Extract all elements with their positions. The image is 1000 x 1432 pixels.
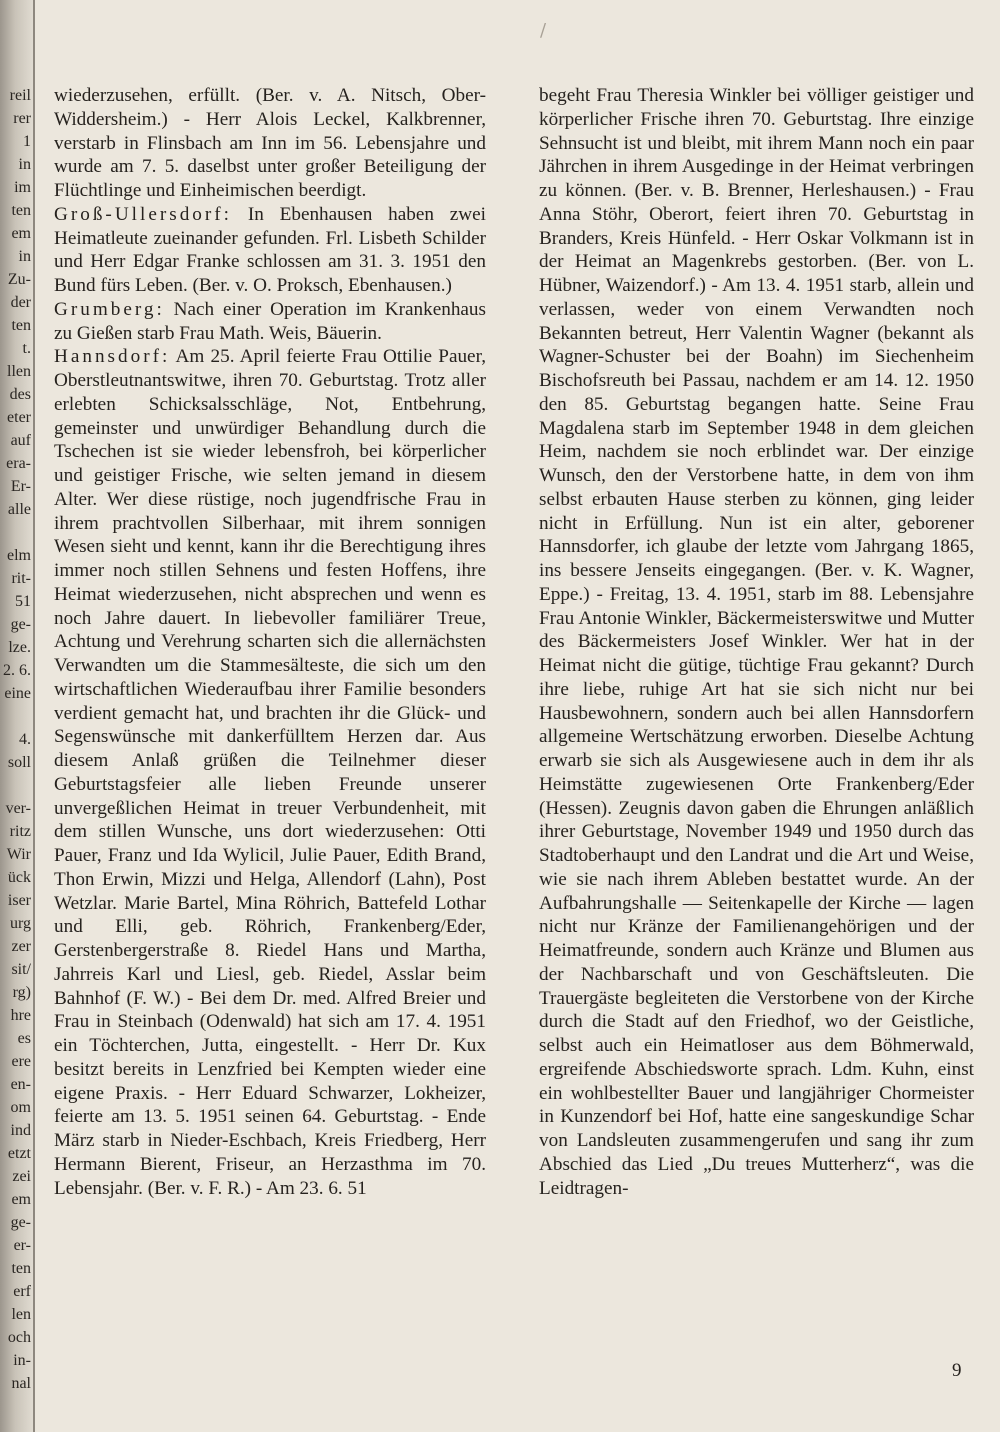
- margin-fragment: 51: [15, 593, 31, 610]
- margin-fragment: em: [11, 1191, 31, 1208]
- margin-fragment: rer: [13, 110, 31, 127]
- margin-fragment: ück: [7, 869, 31, 886]
- margin-fragment: ge-: [10, 616, 31, 633]
- margin-fragment: etzt: [7, 1145, 31, 1162]
- margin-fragment: soll: [7, 754, 31, 771]
- margin-fragment: elm: [7, 547, 31, 564]
- margin-fragment: im: [14, 179, 31, 196]
- margin-fragment: alle: [7, 501, 31, 518]
- margin-fragment: 2. 6.: [3, 662, 31, 679]
- paragraph: [54, 203, 486, 298]
- margin-fragment: 4.: [19, 731, 31, 748]
- margin-fragment: om: [10, 1099, 31, 1116]
- margin-fragment: em: [11, 225, 31, 242]
- margin-fragment: len: [11, 1306, 31, 1323]
- place-heading: Hannsdorf:: [54, 346, 171, 368]
- paragraph: wiederzusehen, erfüllt. (Ber. v. A. Nitsch, Ober-Widdersheim.) - Herr Alois Leckel, Kalkbrenner, verstarb in Flinsbach am Inn im 56. Lebensjahre und wurde am 7. 5. daselbst unter großer Beteiligung der Flüchtlinge und Einheimischen beerdigt.: [54, 85, 486, 201]
- margin-fragment: era-: [6, 455, 31, 472]
- margin-fragment: Er-: [10, 478, 31, 495]
- margin-fragment: in-: [13, 1352, 31, 1369]
- margin-fragment: zei: [12, 1168, 31, 1185]
- margin-fragment: es: [17, 1030, 31, 1047]
- margin-fragment: reil: [9, 87, 31, 104]
- margin-fragment: rg): [12, 984, 31, 1001]
- stray-mark: /: [540, 20, 547, 41]
- margin-fragment: 1: [23, 133, 31, 150]
- margin-fragment: des: [9, 386, 31, 403]
- margin-fragment: in: [18, 248, 31, 265]
- right-column: [539, 84, 974, 1200]
- margin-fragment: hre: [10, 1007, 31, 1024]
- margin-fragment: zer: [11, 938, 31, 955]
- margin-fragment: och: [7, 1329, 31, 1346]
- paragraph-text: Nach einer Operation im Krankenhaus zu Gießen starb Frau Math. Weis, Bäuerin.: [54, 298, 486, 344]
- margin-fragment: erf: [13, 1283, 31, 1300]
- margin-fragment: en-: [10, 1076, 31, 1093]
- page-number: 9: [952, 1360, 962, 1381]
- margin-fragment: iser: [7, 892, 31, 909]
- paragraph-text: In Ebenhausen haben zwei Heimatleute zueinander gefunden. Frl. Lisbeth Schilder und Herr Edgar Franke schlossen am 31. 3. 1951 den Bund fürs Leben. (Ber. v. O. Proksch, Ebenhausen.): [54, 203, 486, 296]
- margin-fragment: llen: [7, 363, 31, 380]
- margin-fragment: t.: [22, 340, 31, 357]
- margin-fragment: ritz: [9, 823, 31, 840]
- margin-fragment: in: [18, 156, 31, 173]
- margin-fragment: auf: [10, 432, 31, 449]
- margin-fragment: ge-: [10, 1214, 31, 1231]
- margin-fragment: Wir: [6, 846, 31, 863]
- margin-fragment: [0, 774, 33, 797]
- margin-fragment: [0, 521, 33, 544]
- margin-fragment: rit-: [11, 570, 31, 587]
- margin-fragment: der: [10, 294, 31, 311]
- gutter-line: [33, 0, 35, 1432]
- left-column: [54, 84, 486, 1200]
- previous-page-margin-strip: [0, 84, 33, 1392]
- margin-fragment: Zu-: [7, 271, 31, 288]
- margin-fragment: ere: [11, 1053, 31, 1070]
- margin-fragment: ten: [11, 317, 31, 334]
- margin-fragment: urg: [9, 915, 31, 932]
- margin-fragment: er-: [13, 1237, 31, 1254]
- margin-fragment: eter: [7, 409, 31, 426]
- margin-fragment: ten: [11, 202, 31, 219]
- place-heading: Groß-Ullersdorf:: [54, 203, 233, 225]
- margin-fragment: ind: [10, 1122, 31, 1139]
- paragraph-text: Am 25. April feierte Frau Ottilie Pauer, Oberstleutnantswitwe, ihren 70. Geburtstag. Trotz aller erlebten Schicksalsschläge, Not, Entbehrung, gemeinster und unwürdiger Behandlung durch die Tschechen ist sie wieder lebensfroh, bei körperlicher und geistiger Frische, wie selten jemand in diesem Alter. Wer diese rüstige, noch jugendfrische Frau in ihrem prachtvollen Silberhaar, mit ihrem sonnigen Wesen sieht und kennt, kann ihr die Berechtigung ihres immer noch stillen Sehnens und festen Hoffens, ihre Heimat wiederzusehen, nicht absprechen und wenn es noch Jahre dauert. In liebevoller familiärer Treue, Achtung und Verehrung scharten sich die allernächsten Verwandten um die Stammesälteste, die sich um den wirtschaftlichen Wiederaufbau ihrer Familie besonders verdient gemacht hat, und brachten ihr die Glück- und Segenswünsche mit dankerfülltem Herzen dar. Aus diesem Anlaß grüßen die Teilnehmer dieser Geburtstagsfeier alle lieben Freunde unserer unvergeßlichen Heimat in treuer Verbundenheit, mit dem stillen Wunsche, uns dort wiederzusehen: Otti Pauer, Franz und Ida Wylicil, Julie Pauer, Edith Brand, Thon Erwin, Mizzi und Helga, Allendorf (Lahn), Post Wetzlar. Marie Bartel, Mina Röhrich, Battefeld Lothar und Elli, geb. Röhrich, Frankenberg/Eder, Gerstenbergerstraße 8. Riedel Hans und Martha, Jahrreis Karl und Liesl, geb. Riedel, Asslar beim Bahnhof (F. W.) - Bei dem Dr. med. Alfred Breier und Frau in Steinbach (Odenwald) hat sich am 17. 4. 1951 ein Töchterchen, Jutta, eingestellt. - Herr Dr. Kux besitzt bereits in Lenzfried bei Kempten wieder eine eigene Praxis. - Herr Eduard Schwarzer, Lokheizer, feierte am 13. 5. 1951 seinen 64. Geburtstag. - Ende März starb in Nieder-Eschbach, Kreis Friedberg, Herr Hermann Bierent, Friseur, an Herzasthma im 70. Lebensjahr. (Ber. v. F. R.) - Am 23. 6. 51: [54, 346, 486, 1199]
- place-heading: Grumberg:: [54, 298, 165, 320]
- margin-fragment: sit/: [11, 961, 31, 978]
- margin-fragment: ver-: [5, 800, 31, 817]
- paragraph: [54, 298, 486, 346]
- margin-fragment: ten: [11, 1260, 31, 1277]
- paragraph: begeht Frau Theresia Winkler bei völliger geistiger und körperlicher Frische ihren 70. Geburtstag. Ihre einzige Sehnsucht ist und bleibt, mit ihrem Mann noch ein paar Jährchen in ihrem Ausgedinge in der Heimat verbringen zu können. (Ber. v. B. Brenner, Herleshausen.) - Frau Anna Stöhr, Oberort, feiert ihren 70. Geburtstag in Branders, Kreis Hünfeld. - Herr Oskar Volkmann ist in der Heimat an Magenkrebs gestorben. (Ber. von L. Hübner, Waizendorf.) - Am 13. 4. 1951 starb, allein und verlassen, weder von einem Verwandten noch Bekannten betreut, Herr Valentin Wagner (bekannt als Wagner-Schuster bei der Boahn) im Siechenheim Bischofsreuth bei Passau, nachdem er am 14. 12. 1950 den 85. Geburtstag begangen hatte. Seine Frau Magdalena starb im September 1948 in dem gleichen Heim, nachdem sie noch erblindet war. Der einzige Wunsch, den der Verstorbene hatte, in dem von ihm selbst erbauten Hause sterben zu können, ging leider nicht in Erfüllung. Nun ist ein alter, geborener Hannsdorfer, ich glaube der letzte vom Jahrgang 1865, ins bessere Jenseits eingegangen. (Ber. v. K. Wagner, Eppe.) - Freitag, 13. 4. 1951, starb im 88. Lebensjahre Frau Antonie Winkler, Bäckermeisterswitwe und Mutter des Bäckermeisters Josef Winkler. Wer hat in der Heimat nicht die gütige, tüchtige Frau gekannt? Durch ihre liebe, ruhige Art hat sie sich nicht nur bei Hausbewohnern, sondern auch bei allen Hannsdorfern allgemeine Wertschätzung erworben. Dieselbe Achtung erwarb sie sich als Ausgewiesene auch in dem ihr als Heimstätte zugewiesenen Orte Frankenberg/Eder (Hessen). Zeugnis davon gaben die Ehrungen anläßlich ihrer Geburtstage, November 1949 und 1950 durch das Stadtoberhaupt und den Landrat und die Art und Weise, wie sie nach ihrem Ableben bestattet wurde. An der Aufbahrungshalle — Seitenkapelle der Kirche — lagen nicht nur Kränze der Familienangehörigen und der Heimatfreunde, sondern auch Kränze und Blumen aus der Nachbarschaft und von Geschäftsleuten. Die Trauergäste begleiteten die Verstorbene von der Kirche durch die Stadt auf den Friedhof, wo der Geistliche, selbst auch ein Heimatloser aus dem Böhmerwald, ergreifende Abschiedsworte sprach. Ldm. Kuhn, einst ein wohlbestellter Bauer und langjähriger Chormeister in Kunzendorf bei Hof, hatte eine sangeskundige Schar von Landsleuten zusammengerufen und sang ihr zum Abschied das Lied „Du treues Mutterherz“, was die Leidtragen-: [539, 85, 974, 1199]
- paragraph: [54, 345, 486, 1200]
- margin-fragment: lze.: [8, 639, 31, 656]
- margin-fragment: [0, 705, 33, 728]
- margin-fragment: nal: [11, 1375, 31, 1392]
- margin-fragment: eine: [4, 685, 31, 702]
